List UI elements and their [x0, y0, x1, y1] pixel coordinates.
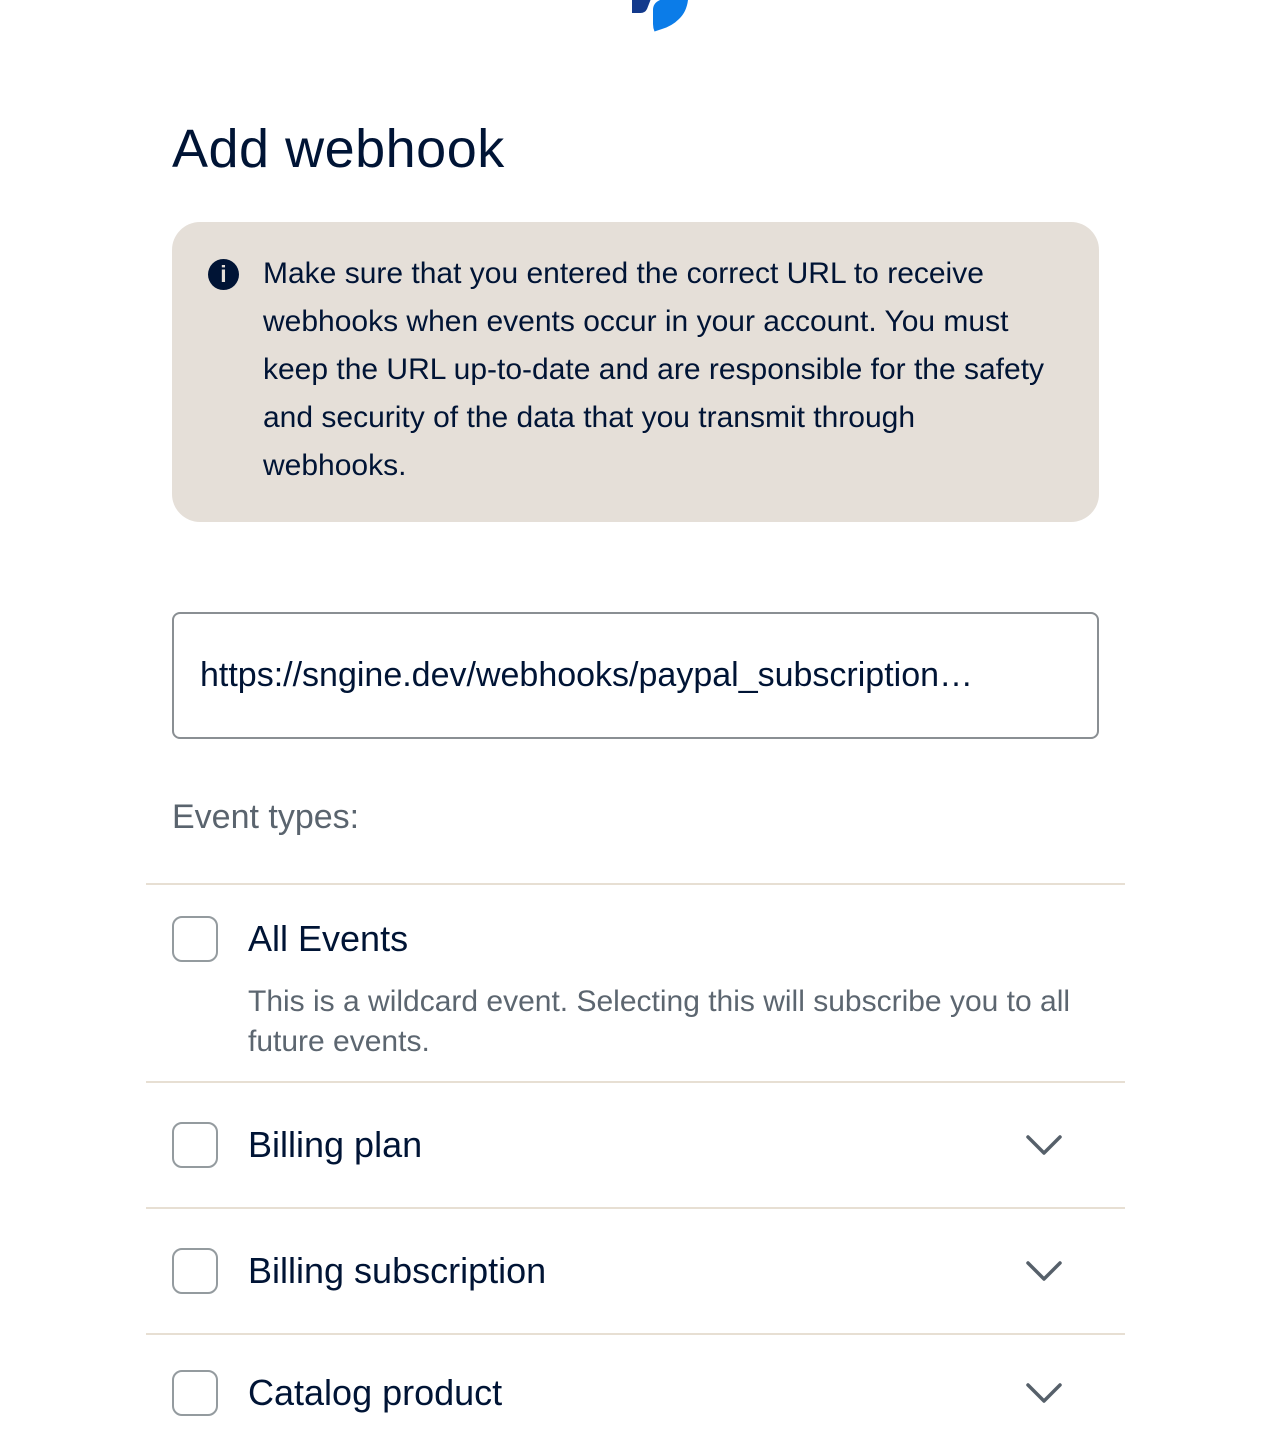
- event-row-label: Billing subscription: [248, 1250, 547, 1291]
- webhook-url-input[interactable]: [172, 612, 1099, 739]
- chevron-down-icon[interactable]: [1025, 1381, 1063, 1405]
- info-icon: i: [208, 259, 239, 290]
- all-events-checkbox[interactable]: [172, 916, 218, 962]
- alert-text: Make sure that you entered the correct URL to receive webhooks when events occur in your account. You must keep the URL up-to-date and are responsible for the safety and security of the data that you transmit through webhooks.: [263, 257, 1045, 482]
- event-row-label: All Events: [248, 918, 409, 959]
- event-row-label: Billing plan: [248, 1124, 423, 1165]
- catalog-product-checkbox[interactable]: [172, 1370, 218, 1416]
- event-row-description: This is a wildcard event. Selecting this will subscribe you to all future events.: [248, 985, 1071, 1058]
- event-types-label: Event types:: [172, 798, 360, 836]
- event-row-billing-plan[interactable]: [146, 1081, 1125, 1207]
- event-row-all-events: [146, 883, 1125, 1081]
- event-row-billing-subscription[interactable]: [146, 1207, 1125, 1333]
- billing-subscription-checkbox[interactable]: [172, 1248, 218, 1294]
- paypal-logo: [626, 0, 696, 32]
- page-title: Add webhook: [172, 119, 505, 180]
- info-alert: [172, 222, 1099, 522]
- event-row-catalog-product[interactable]: [146, 1333, 1125, 1451]
- chevron-down-icon[interactable]: [1025, 1259, 1063, 1283]
- chevron-down-icon[interactable]: [1025, 1133, 1063, 1157]
- billing-plan-checkbox[interactable]: [172, 1122, 218, 1168]
- event-types-list: [146, 883, 1125, 1451]
- event-row-label: Catalog product: [248, 1372, 503, 1413]
